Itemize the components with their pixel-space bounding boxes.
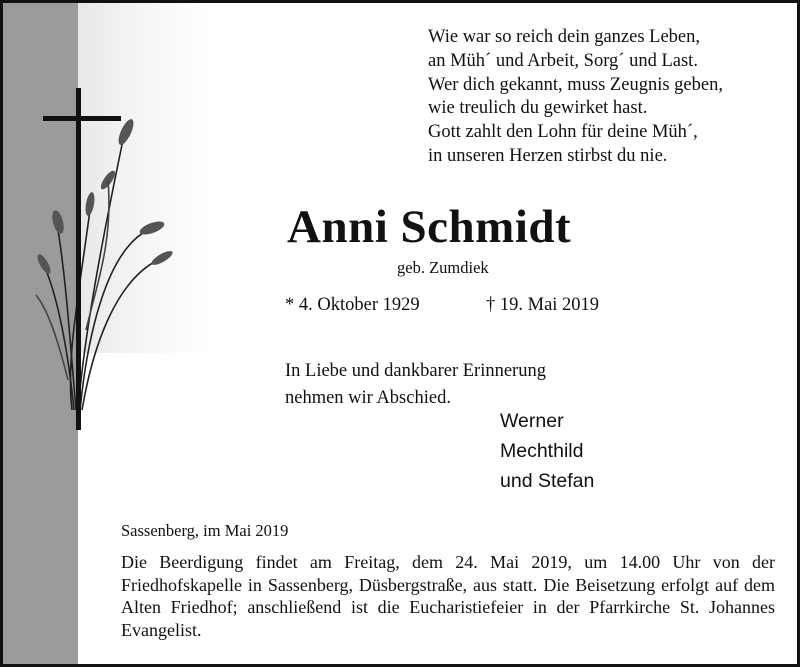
place-date: Sassenberg, im Mai 2019 (121, 521, 289, 540)
poem-line: Wie war so reich dein ganzes Leben, (428, 27, 701, 47)
poem-line: in unseren Herzen stirbst du nie. (428, 145, 668, 166)
wheat-icon (35, 117, 174, 410)
poem-line: Gott zahlt den Lohn für deine Müh´, (428, 122, 698, 143)
cross-wheat-illustration (28, 80, 178, 440)
poem (428, 26, 723, 169)
deceased-name: Anni Schmidt (287, 201, 572, 253)
cross-icon (43, 88, 121, 430)
farewell-line: nehmen wir Abschied. (285, 388, 451, 408)
poem-line: wie treulich du gewirket hast. (428, 98, 648, 119)
farewell-line: In Liebe und dankbarer Erinnerung (285, 361, 546, 381)
maiden-name: geb. Zumdiek (397, 258, 489, 277)
poem-line: an Müh´ und Arbeit, Sorg´ und Last. (428, 50, 698, 71)
funeral-notice: Die Beerdigung findet am Freitag, dem 24. Mai 2019, um 14.00 Uhr von der Friedhofskapelle in Sassenberg, Düsbergstraße, aus statt. Die Beisetzung erfolgt auf dem Alten Friedhof; anschließend ist die Eucharistiefeier in der Pfarrkirche St. Johannes Evangelist. (121, 552, 775, 640)
farewell-text (285, 358, 546, 412)
mourner-name: Mechthild (500, 440, 584, 462)
mourners-list (500, 406, 594, 496)
death-date: † 19. Mai 2019 (486, 295, 600, 315)
mourner-name: und Stefan (500, 470, 595, 492)
birth-date: * 4. Oktober 1929 (285, 295, 420, 315)
mourner-name: Werner (500, 410, 564, 432)
poem-line: Wer dich gekannt, muss Zeugnis geben, (428, 74, 723, 95)
